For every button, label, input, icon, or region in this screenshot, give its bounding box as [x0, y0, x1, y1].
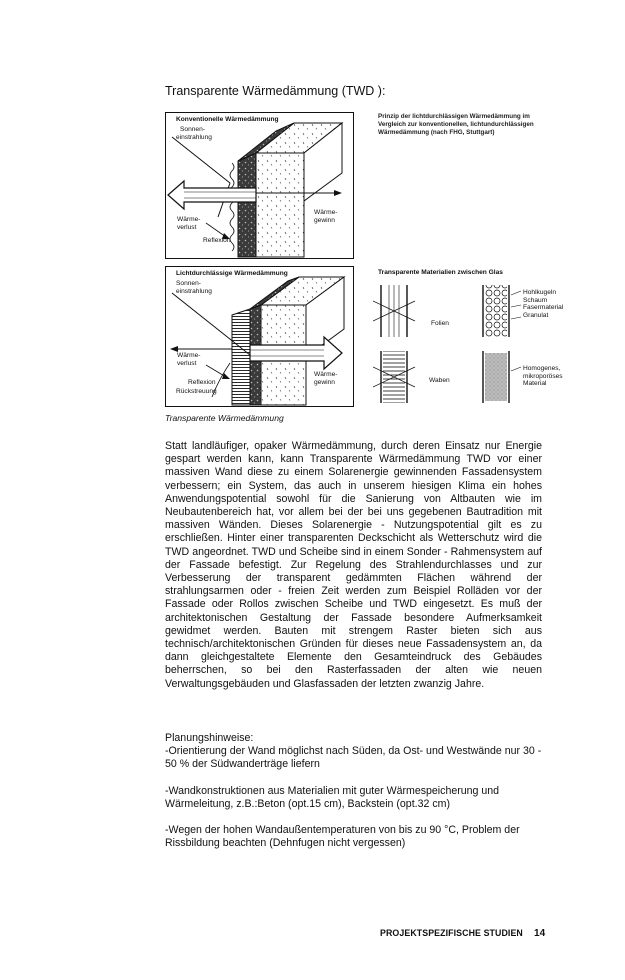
figure2-label-loss-2: verlust: [177, 360, 197, 367]
material-label-spheres: [523, 289, 563, 319]
planning-item-orientation: -Orientierung der Wand möglichst nach Süden, da Ost- und Westwände nur 30 - 50 % der Südwanderträge liefern: [165, 745, 542, 771]
page-heading: Transparente Wärmedämmung (TWD ):: [165, 84, 386, 98]
figure2-label-gain-2: gewinn: [314, 379, 335, 386]
page-number: 14: [533, 928, 546, 939]
material-label-homogeneous: [523, 365, 563, 388]
figure-conventional-insulation: [165, 112, 354, 259]
planning-notes: [165, 732, 542, 850]
spacer: [165, 811, 542, 824]
figure-caption: Transparente Wärmedämmung: [165, 413, 284, 423]
figure1-title: Konventionelle Wärmedämmung: [176, 116, 279, 123]
planning-item-temperature: -Wegen der hohen Wandaußentemperaturen von bis zu 90 °C, Problem der Rissbildung beachten (Dehnfugen nicht vergessen): [165, 824, 520, 850]
body-paragraph: [165, 440, 542, 691]
figure1-caption: [378, 113, 568, 137]
figure1-label-loss-2: verlust: [177, 224, 197, 231]
materials-panel: [373, 281, 564, 406]
material-label-foils: Folien: [431, 320, 449, 327]
figure2-label-reflection: Reflexion: [188, 379, 216, 386]
planning-title: Planungshinweise:: [165, 732, 254, 744]
figure1-caption-line: Wärmedämmung (nach FHG, Stuttgart): [378, 129, 495, 136]
figure1-label-sun: Sonnen-: [180, 126, 205, 133]
figure-transparent-insulation: [165, 266, 354, 407]
figure2-title: Lichtdurchlässige Wärmedämmung: [176, 270, 288, 277]
figure2-label-sun-2: einstrahlung: [176, 288, 212, 295]
material-label-line: mikroporöses: [523, 372, 563, 380]
material-label-line: Granulat: [523, 311, 549, 319]
page-footer: [380, 928, 545, 939]
figure1-label-gain-2: gewinn: [314, 217, 335, 224]
material-label-honeycomb: Waben: [429, 377, 450, 384]
material-label-line: Hohlkugeln: [523, 289, 556, 296]
figure2-label-backscatter: Rückstreuung: [176, 388, 217, 395]
figure1-label-gain: Wärme-: [314, 209, 338, 216]
material-label-line: Fasermaterial: [523, 304, 564, 311]
figure2-label-gain: Wärme-: [314, 371, 338, 378]
material-label-line: Homogenes,: [523, 365, 561, 372]
planning-item-materials: -Wandkonstruktionen aus Materialien mit guter Wärmespeicherung und Wärmeleitung, z.B.:Beton (opt.15 cm), Backstein (opt.32 cm): [165, 784, 500, 810]
spacer: [165, 772, 542, 785]
figure1-label-sun-2: einstrahlung: [176, 134, 212, 141]
figure1-label-reflection: Reflexion: [203, 237, 231, 244]
figure2-label-sun: Sonnen-: [176, 280, 201, 287]
material-label-line: Material: [523, 380, 547, 387]
body-text: Statt landläufiger, opaker Wärmedämmung, durch deren Einsatz nur Energie gespart werden kann, kann Transparente Wärmedämmung TWD vor einer massiven Wand diese zu einem Solarenergie gewinnenden Fassadensystem verbessern; ein System, das auch in unserem hiesigen Klima ein hohes Anwendungspotential sowohl für die Sanierung von Altbauten wie im Neubautenbereich hat, vor allem bei der bei uns gegebenen Bautradition mit massiven Wänden. Dieses Solarenergie - Nutzungspotential gilt es zu erschließen. Hinter einer transparenten Deckschicht als Wetterschutz wird die TWD angeordnet. TWD und Scheibe sind in einem Sonder - Rahmensystem auf der Fassade befestigt. Zur Regelung des Strahlendurchlasses und zur Verbesserung der transparent gedämmten Flächen während der strahlungsarmen oder - freien Zeit werden zum Beispiel Rolläden vor der Fassade oder Rollos zwischen Scheibe und TWD eingesetzt. Es muß der architektonischen Gestaltung der Fassade besondere Aufmerksamkeit gewidmet werden. Bauten mit strengem Raster bieten sich aus technisch/architektonischen Gründen für dieses neue Fassadensystem an, da dann gleichgestaltete Elemente den Gesamteindruck des Gebäudes beherrschen, so bei den Rasterfassaden der alten wie neuen Verwaltungsgebäuden und Glasfassaden der letzten zwanzig Jahre.: [165, 440, 542, 690]
material-label-line: Schaum: [523, 296, 548, 304]
materials-title: Transparente Materialien zwischen Glas: [378, 269, 503, 276]
figure1-caption-line: Vergleich zur konventionellen, lichtundurchlässigen: [378, 121, 534, 128]
footer-label: PROJEKTSPEZIFISCHE STUDIEN: [380, 928, 523, 938]
figure1-label-loss: Wärme-: [177, 216, 201, 223]
figure1-caption-line: Prinzip der lichtdurchlässigen Wärmedämmung im: [378, 113, 530, 120]
figure2-label-loss: Wärme-: [177, 352, 201, 359]
